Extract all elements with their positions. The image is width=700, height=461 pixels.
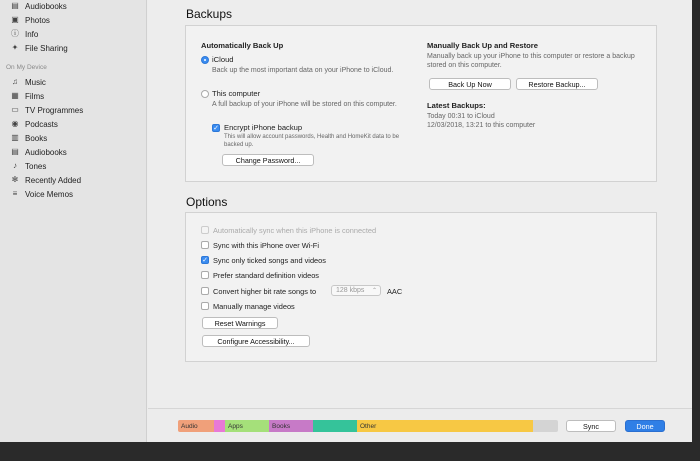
- reset-warnings-button[interactable]: Reset Warnings: [202, 317, 278, 329]
- prefer-sd-label: Prefer standard definition videos: [213, 271, 319, 280]
- sync-button[interactable]: Sync: [566, 420, 616, 432]
- bitrate-value: 128 kbps: [336, 287, 365, 294]
- bell-icon: ♪: [13, 161, 17, 170]
- apps-icon: ✦: [11, 43, 19, 52]
- options-title: Options: [186, 195, 228, 209]
- gear-icon: ✻: [11, 175, 19, 184]
- storage-segment-books: Books: [269, 420, 313, 432]
- sidebar-section-header: On My Device: [6, 64, 47, 71]
- sidebar-item-books[interactable]: [10, 131, 47, 145]
- storage-segment-apps: Apps: [225, 420, 269, 432]
- icloud-description: Back up the most important data on your iPhone to iCloud.: [212, 67, 394, 74]
- wifi-sync-checkbox[interactable]: [201, 241, 209, 249]
- encrypt-backup-checkbox[interactable]: ✓: [213, 125, 219, 132]
- wifi-sync-label: Sync with this iPhone over Wi-Fi: [213, 241, 319, 250]
- book-icon: ▤: [11, 1, 19, 10]
- bitrate-select[interactable]: [331, 285, 381, 296]
- backups-title: Backups: [186, 7, 233, 21]
- encrypt-backup-description: This will allow account passwords, Health and HomeKit data to be backed up.: [224, 134, 400, 148]
- sidebar-item-label: Tones: [25, 161, 47, 171]
- sidebar-item-label: Music: [25, 77, 46, 87]
- sidebar-item-podcasts[interactable]: [10, 117, 58, 131]
- storage-segment-free: [533, 420, 558, 432]
- manual-videos-label: Manually manage videos: [213, 302, 295, 311]
- sidebar-item-label: Recently Added: [25, 175, 82, 185]
- sidebar-item-label: Films: [25, 91, 45, 101]
- restore-backup-button[interactable]: Restore Backup...: [516, 78, 598, 90]
- sidebar-item-label: Audiobooks: [25, 1, 67, 11]
- bitrate-format: AAC: [387, 287, 403, 296]
- change-password-button[interactable]: Change Password...: [222, 154, 314, 166]
- sidebar-item-label: Info: [25, 29, 39, 39]
- storage-segment-other: Other: [357, 420, 533, 432]
- sidebar: [0, 0, 147, 442]
- sidebar-item-label: Voice Memos: [25, 189, 74, 199]
- encrypt-backup-label: Encrypt iPhone backup: [224, 123, 303, 132]
- back-up-now-button[interactable]: Back Up Now: [429, 78, 511, 90]
- storage-segment-documents: [313, 420, 357, 432]
- sidebar-item-file-sharing[interactable]: [10, 41, 68, 55]
- sidebar-item-recently-added[interactable]: [10, 173, 81, 187]
- sync-ticked-checkbox[interactable]: ✓: [202, 257, 208, 264]
- sidebar-item-tones[interactable]: [10, 159, 46, 173]
- backups-panel: [185, 25, 657, 182]
- storage-segment-audio: Audio: [178, 420, 214, 432]
- sidebar-item-label: TV Programmes: [25, 105, 84, 115]
- sidebar-item-music[interactable]: [10, 75, 46, 89]
- audiobook-icon: ▤: [11, 147, 19, 156]
- this-computer-description: A full backup of your iPhone will be stored on this computer.: [212, 101, 397, 108]
- sidebar-item-label: Photos: [25, 15, 50, 25]
- storage-bar: [178, 420, 558, 432]
- tv-icon: ▭: [11, 105, 19, 114]
- prefer-sd-checkbox[interactable]: [201, 271, 209, 279]
- latest-backup-icloud: Today 00:31 to iCloud: [427, 113, 495, 120]
- sidebar-item-label: File Sharing: [25, 43, 68, 53]
- icloud-radio[interactable]: [201, 56, 209, 64]
- auto-sync-checkbox[interactable]: [201, 226, 209, 234]
- sidebar-item-info[interactable]: [10, 27, 38, 41]
- this-computer-radio[interactable]: [201, 90, 209, 98]
- done-button[interactable]: Done: [625, 420, 665, 432]
- options-panel: [185, 212, 657, 362]
- main-content: [148, 0, 692, 442]
- this-computer-label: This computer: [212, 89, 261, 98]
- latest-backup-computer: 12/03/2018, 13:21 to this computer: [427, 122, 536, 129]
- info-icon: ⓘ: [11, 29, 19, 38]
- configure-accessibility-button[interactable]: Configure Accessibility...: [202, 335, 310, 347]
- icloud-label: iCloud: [212, 55, 234, 64]
- sidebar-item-films[interactable]: [10, 89, 44, 103]
- sidebar-item-photos[interactable]: [10, 13, 50, 27]
- bottom-bar: [148, 408, 692, 442]
- music-icon: ♫: [12, 77, 18, 86]
- sidebar-item-voice-memos[interactable]: [10, 187, 73, 201]
- convert-bitrate-label: Convert higher bit rate songs to: [213, 287, 317, 296]
- convert-bitrate-checkbox[interactable]: [201, 287, 209, 295]
- chevron-updown-icon: ⌃: [371, 288, 377, 294]
- sidebar-item-tv-programmes[interactable]: [10, 103, 83, 117]
- book-icon: ▥: [11, 133, 19, 142]
- sync-ticked-label: Sync only ticked songs and videos: [213, 256, 326, 265]
- latest-backups-heading: Latest Backups:: [427, 101, 486, 110]
- photos-icon: ▣: [11, 15, 19, 24]
- sidebar-item-label: Audiobooks: [25, 147, 67, 157]
- podcast-icon: ◉: [11, 119, 19, 128]
- film-icon: ▦: [11, 91, 19, 100]
- manual-backup-description: Manually back up your iPhone to this computer or restore a backup stored on this computer.: [427, 53, 635, 69]
- auto-sync-label: Automatically sync when this iPhone is connected: [213, 226, 377, 235]
- manual-backup-heading: Manually Back Up and Restore: [427, 41, 538, 50]
- sidebar-item-label: Books: [25, 133, 48, 143]
- storage-segment-photos: [214, 420, 225, 432]
- auto-backup-heading: Automatically Back Up: [201, 41, 284, 50]
- sidebar-item-label: Podcasts: [25, 119, 58, 129]
- sidebar-item-audiobooks-top[interactable]: [10, 0, 67, 13]
- list-icon: ≡: [12, 189, 18, 198]
- sidebar-item-audiobooks[interactable]: [10, 145, 67, 159]
- manual-videos-checkbox[interactable]: [201, 302, 209, 310]
